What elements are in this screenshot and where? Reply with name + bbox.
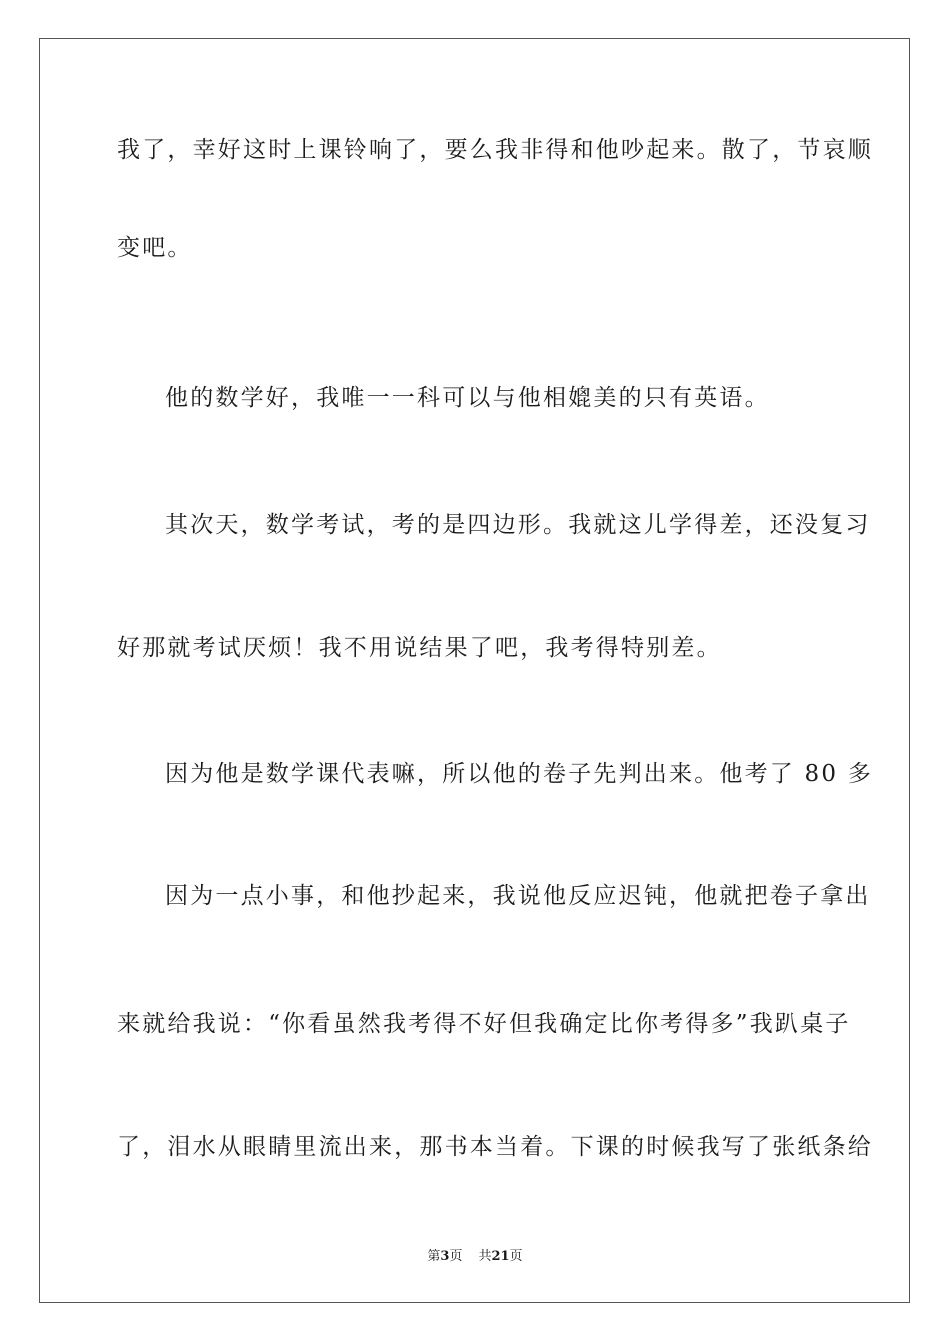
body-line-6: 因为他是数学课代表嘛，所以他的卷子先判出来。他考了 80 多 <box>165 761 873 787</box>
body-line-9: 了，泪水从眼睛里流出来，那书本当着。下课的时候我写了张纸条给 <box>117 1134 873 1160</box>
body-line-5: 好那就考试厌烦！我不用说结果了吧，我考得特别差。 <box>117 635 722 661</box>
total-pages: 21 <box>491 1249 510 1264</box>
body-line-8: 来就给我说：“你看虽然我考得不好但我确定比你考得多”我趴桌子 <box>117 1011 851 1037</box>
page-border <box>39 38 910 1303</box>
total-suffix: 页 <box>509 1249 523 1264</box>
body-line-2: 变吧。 <box>117 235 193 261</box>
page-number: 3 <box>440 1249 450 1264</box>
page-prefix: 第 <box>427 1249 441 1264</box>
body-line-1: 我了，幸好这时上课铃响了，要么我非得和他吵起来。散了，节哀顺 <box>117 137 873 163</box>
page-footer <box>0 1248 950 1266</box>
page-suffix: 页 <box>449 1249 463 1264</box>
body-line-3: 他的数学好，我唯一一科可以与他相媲美的只有英语。 <box>165 385 770 411</box>
total-prefix: 共 <box>478 1249 492 1264</box>
body-line-4: 其次天，数学考试，考的是四边形。我就这儿学得差，还没复习 <box>165 512 871 538</box>
body-line-7: 因为一点小事，和他抄起来，我说他反应迟钝，他就把卷子拿出 <box>165 883 871 909</box>
